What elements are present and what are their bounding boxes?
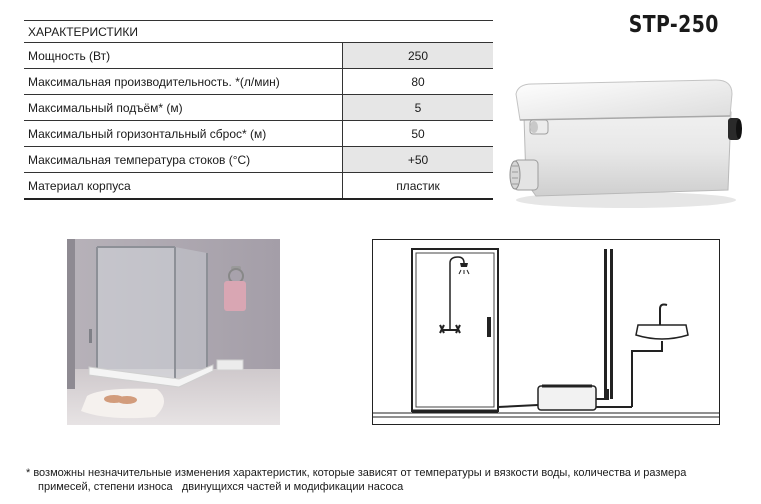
spec-value: 250 — [343, 43, 494, 69]
spec-value: 50 — [343, 121, 494, 147]
spec-row — [24, 95, 493, 121]
installation-scheme — [372, 239, 720, 425]
pump-photo — [506, 72, 746, 212]
spec-row — [24, 147, 493, 173]
spec-label: Максимальный подъём* (м) — [24, 95, 343, 121]
spec-row — [24, 43, 493, 69]
footnote — [26, 466, 746, 494]
spec-header-row — [24, 21, 493, 43]
spec-header: ХАРАКТЕРИСТИКИ — [24, 21, 493, 43]
spec-value: 5 — [343, 95, 494, 121]
spec-label: Максимальная производительность. *(л/мин) — [24, 69, 343, 95]
spec-value: +50 — [343, 147, 494, 173]
spec-row — [24, 173, 493, 200]
shower-cabin-photo — [67, 239, 280, 425]
footnote-line-2: примесей, степени износа двинущихся частей и модификации насоса — [38, 481, 404, 493]
footnote-line-1: * возможны незначительные изменения характеристик, которые зависят от температуры и вязкости воды, количества и размера — [26, 467, 687, 479]
spec-value: пластик — [343, 173, 494, 200]
spec-label: Максимальная температура стоков (°С) — [24, 147, 343, 173]
spec-row — [24, 121, 493, 147]
spec-label: Мощность (Вт) — [24, 43, 343, 69]
spec-value: 80 — [343, 69, 494, 95]
spec-row — [24, 69, 493, 95]
spec-table — [24, 20, 493, 200]
spec-label: Материал корпуса — [24, 173, 343, 200]
model-title: STP-250 — [628, 12, 719, 38]
spec-label: Максимальный горизонтальный сброс* (м) — [24, 121, 343, 147]
